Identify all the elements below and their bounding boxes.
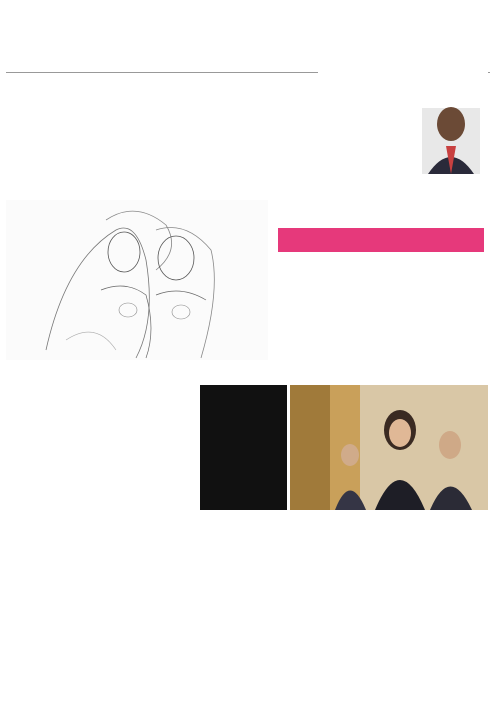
sketch-caption [6,364,66,372]
column-header-art [318,62,488,174]
sketch-illustration [6,200,268,360]
column-header [318,62,488,174]
body-column-right-top [152,128,312,188]
feature-headline-box [200,385,287,510]
feature-headline [200,385,287,397]
body-column-2-top [152,76,312,126]
body-column-1-bottom [6,376,192,696]
feature-photo [290,385,488,510]
body-column-2-bottom [200,515,488,595]
body-column-1-top [6,76,146,188]
section-banner [278,228,484,252]
feature-photo-art [290,385,488,510]
sketch-drawing [6,200,268,360]
